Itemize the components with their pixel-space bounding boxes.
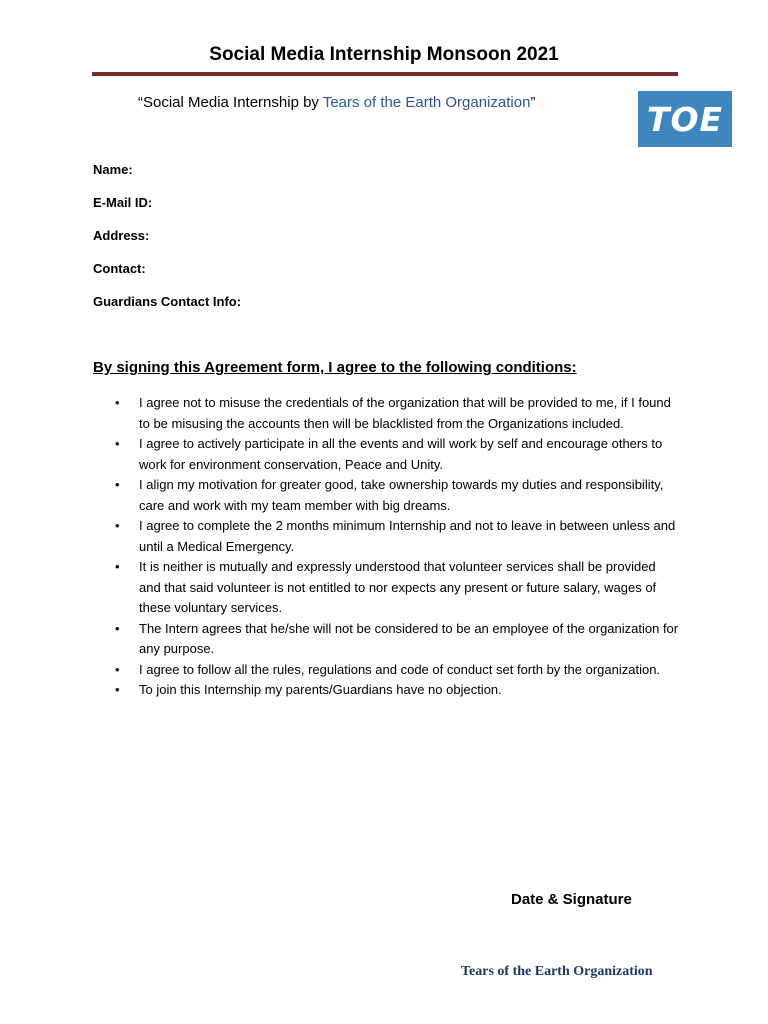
condition-item <box>115 557 680 619</box>
condition-text: It is neither is mutually and expressly understood that volunteer services shall be provided and that said volunteer is not entitled to nor expects any present or future salary, wages of these voluntary services. <box>139 559 657 615</box>
bullet-icon: • <box>115 682 120 697</box>
subtitle <box>138 94 535 111</box>
bullet-icon: • <box>115 436 120 451</box>
condition-item <box>115 475 680 516</box>
agreement-heading: By signing this Agreement form, I agree to the following conditions: <box>93 359 577 376</box>
applicant-fields <box>93 162 241 327</box>
condition-text: To join this Internship my parents/Guardians have no objection. <box>139 682 502 697</box>
subtitle-prefix: “Social Media Internship by <box>138 94 323 111</box>
guardians-contact-label: Guardians Contact Info: <box>93 294 242 309</box>
bullet-icon: • <box>115 395 120 410</box>
email-label: E-Mail ID: <box>93 195 153 210</box>
condition-item <box>115 393 680 434</box>
condition-text: I align my motivation for greater good, take ownership towards my duties and responsibility, care and work with my team member with big dreams. <box>139 477 664 513</box>
condition-item <box>115 516 680 557</box>
subtitle-org-name: Tears of the Earth Organization <box>322 94 531 111</box>
page-title: Social Media Internship Monsoon 2021 <box>209 44 559 65</box>
bullet-icon: • <box>115 661 120 677</box>
condition-item <box>115 434 680 475</box>
contact-label: Contact: <box>93 261 146 276</box>
bullet-icon: • <box>115 518 120 533</box>
condition-item <box>115 680 680 701</box>
bullet-icon: • <box>115 620 120 636</box>
condition-item <box>115 660 680 681</box>
condition-text: I agree to actively participate in all the events and will work by self and encourage others to work for environment conservation, Peace and Unity. <box>139 436 663 472</box>
condition-text: I agree to follow all the rules, regulations and code of conduct set forth by the organization. <box>139 661 661 677</box>
title-divider <box>92 72 678 76</box>
condition-item <box>115 619 680 660</box>
footer-org-name: Tears of the Earth Organization <box>461 964 653 979</box>
address-label: Address: <box>93 228 150 243</box>
subtitle-suffix: ” <box>530 94 536 111</box>
bullet-icon: • <box>115 559 120 574</box>
condition-text: I agree not to misuse the credentials of the organization that will be provided to me, if I found to be misusing the accounts then will be blacklisted from the Organizations included. <box>139 395 671 431</box>
logo-text: TOE <box>646 99 724 139</box>
name-label: Name: <box>93 162 133 177</box>
conditions-list <box>115 393 680 701</box>
bullet-icon: • <box>115 477 120 492</box>
condition-text: I agree to complete the 2 months minimum Internship and not to leave in between unless and until a Medical Emergency. <box>139 518 676 554</box>
toe-logo <box>638 91 732 147</box>
condition-text: The Intern agrees that he/she will not be considered to be an employee of the organization for any purpose. <box>139 620 679 656</box>
date-signature-label: Date & Signature <box>511 891 632 908</box>
